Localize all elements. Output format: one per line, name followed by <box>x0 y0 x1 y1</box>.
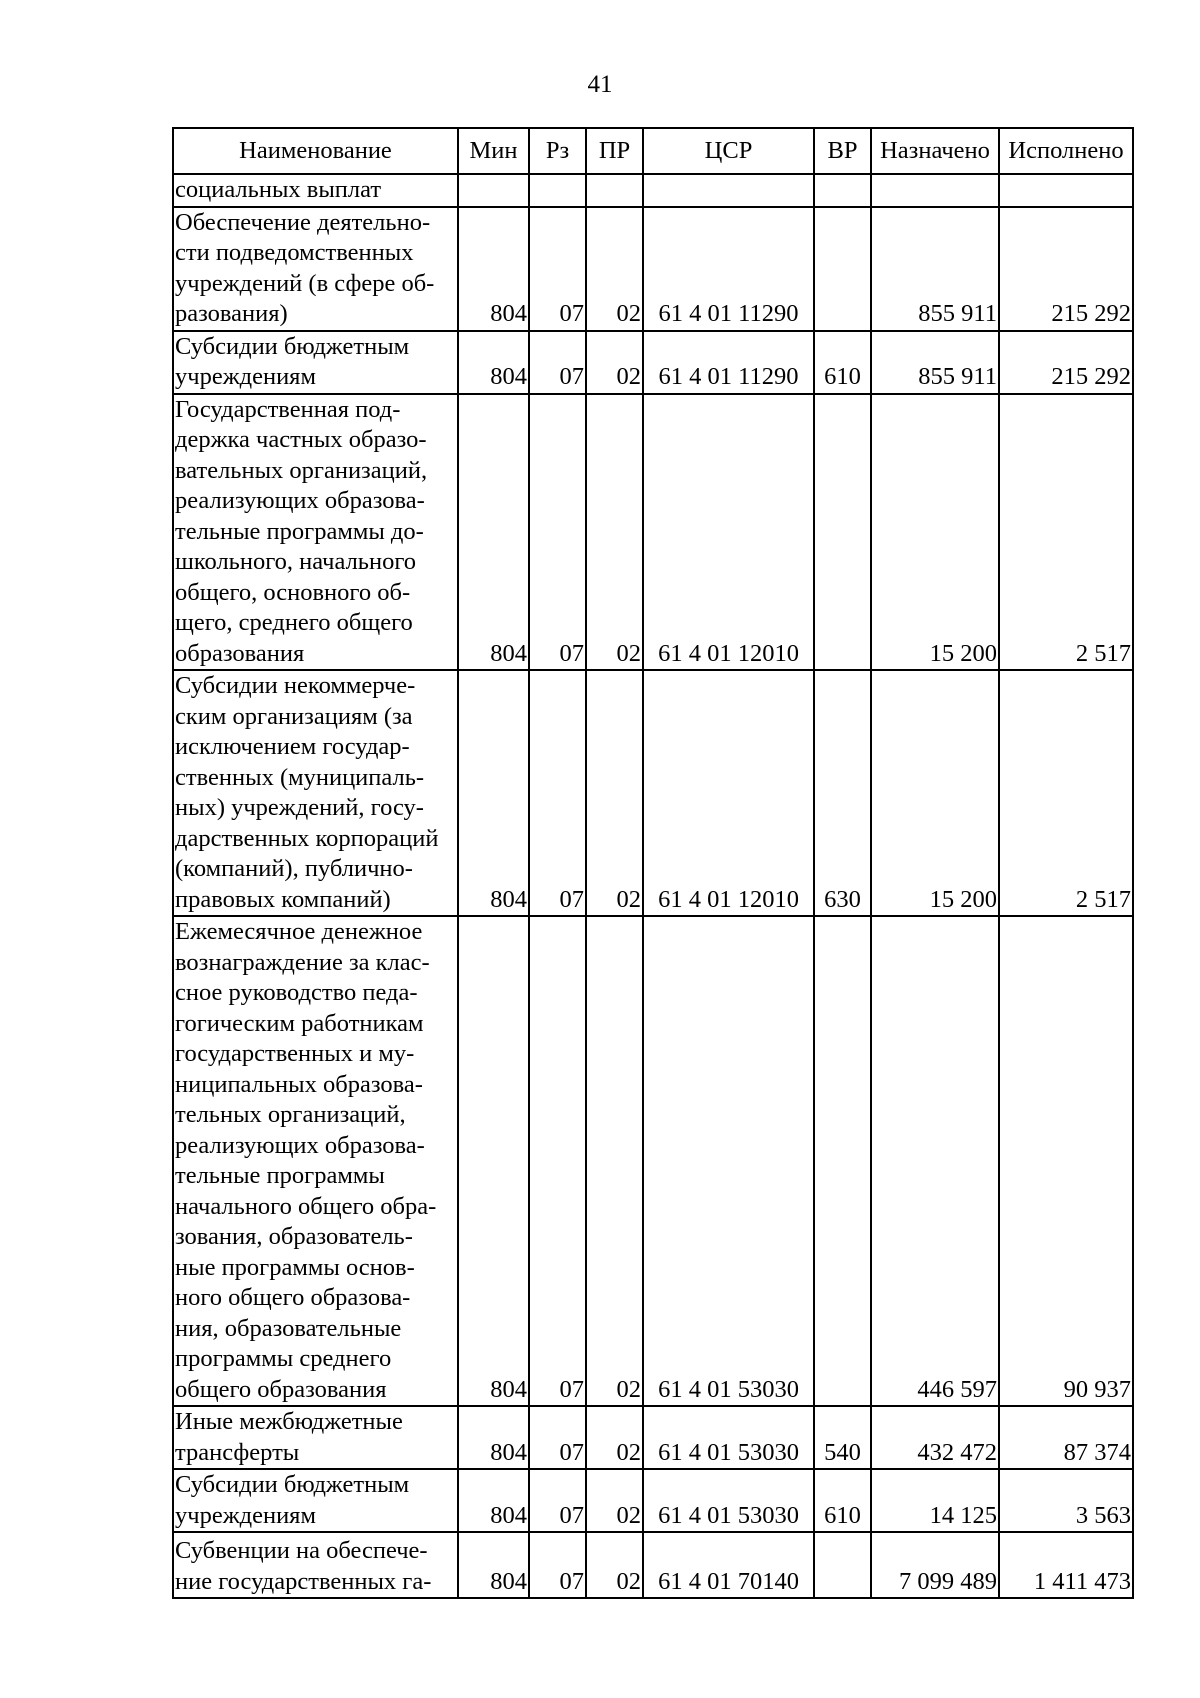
cell-min: 804 <box>458 670 529 916</box>
cell-name-line: тельные программы до- <box>175 517 424 545</box>
cell-assigned: 855 911 <box>871 331 999 394</box>
cell-name-line: реализующих образова- <box>175 1131 425 1159</box>
cell-name-line: исключением государ- <box>175 733 410 760</box>
cell-name <box>173 916 458 1406</box>
cell-assigned: 14 125 <box>871 1469 999 1532</box>
cell-vr <box>814 207 871 331</box>
cell-name-line: (компаний), публично- <box>175 855 413 882</box>
cell-name-line: ние государственных га- <box>175 1567 432 1595</box>
cell-name-line: ного общего образова- <box>175 1284 411 1311</box>
table-row <box>173 1469 1133 1532</box>
cell-name-line: образования <box>175 639 305 667</box>
cell-rz: 07 <box>529 1406 586 1469</box>
cell-name <box>173 207 458 331</box>
cell-name-line: Субвенции на обеспече- <box>175 1537 428 1564</box>
cell-rz: 07 <box>529 1469 586 1532</box>
cell-csr <box>643 174 814 207</box>
cell-name-line: правовых компаний) <box>175 885 391 913</box>
header-executed: Исполнено <box>999 128 1133 174</box>
cell-name-line: дарственных корпораций <box>175 824 439 852</box>
cell-name-line: вательных организаций, <box>175 456 428 484</box>
cell-vr: 540 <box>814 1406 871 1469</box>
cell-name-line: учреждений (в сфере об- <box>175 269 435 297</box>
cell-csr: 61 4 01 53030 <box>643 916 814 1406</box>
cell-executed: 215 292 <box>999 331 1133 394</box>
header-name: Наименование <box>173 128 458 174</box>
cell-name-line: тельных организаций, <box>175 1101 406 1128</box>
cell-rz: 07 <box>529 916 586 1406</box>
header-rz: Рз <box>529 128 586 174</box>
cell-name-line: гогическим работникам <box>175 1009 424 1037</box>
cell-name-line: ским организациям (за <box>175 702 413 730</box>
cell-name-line: разования) <box>175 300 288 327</box>
cell-name <box>173 394 458 671</box>
cell-min: 804 <box>458 1469 529 1532</box>
cell-rz: 07 <box>529 331 586 394</box>
cell-pr <box>586 174 643 207</box>
cell-name-line: общего, основного об- <box>175 578 411 606</box>
cell-rz: 07 <box>529 394 586 671</box>
cell-vr <box>814 1532 871 1598</box>
table-row <box>173 1406 1133 1469</box>
cell-vr <box>814 916 871 1406</box>
cell-name-line: Субсидии некоммерче- <box>175 672 416 699</box>
cell-pr: 02 <box>586 1469 643 1532</box>
cell-pr: 02 <box>586 1532 643 1598</box>
cell-name-line: учреждениям <box>175 1501 316 1529</box>
cell-name-line: трансферты <box>175 1438 300 1466</box>
cell-pr: 02 <box>586 394 643 671</box>
cell-name-line: государственных и му- <box>175 1040 415 1067</box>
cell-pr: 02 <box>586 1406 643 1469</box>
cell-executed <box>999 174 1133 207</box>
budget-execution-table <box>172 127 1134 1599</box>
cell-min: 804 <box>458 207 529 331</box>
cell-min: 804 <box>458 916 529 1406</box>
cell-vr: 610 <box>814 1469 871 1532</box>
cell-name-line: программы среднего <box>175 1345 392 1372</box>
cell-name-line: школьного, начального <box>175 548 417 575</box>
cell-assigned: 446 597 <box>871 916 999 1406</box>
cell-pr: 02 <box>586 916 643 1406</box>
table-row <box>173 394 1133 671</box>
cell-assigned <box>871 174 999 207</box>
cell-name-line: зования, образователь- <box>175 1223 413 1250</box>
cell-name-line: учреждениям <box>175 363 316 390</box>
cell-pr: 02 <box>586 207 643 331</box>
cell-name-line: Государственная под- <box>175 395 401 423</box>
cell-min: 804 <box>458 1532 529 1598</box>
cell-name-line: Обеспечение деятельно- <box>175 208 431 236</box>
cell-name-line: ниципальных образова- <box>175 1070 423 1098</box>
header-pr: ПР <box>586 128 643 174</box>
cell-assigned: 15 200 <box>871 670 999 916</box>
cell-min <box>458 174 529 207</box>
cell-name-line: вознаграждение за клас- <box>175 948 430 976</box>
cell-name-line: сти подведомственных <box>175 239 414 266</box>
cell-name-line: ные программы основ- <box>175 1253 415 1281</box>
header-assigned: Назначено <box>871 128 999 174</box>
cell-name-line: ния, образовательные <box>175 1314 402 1342</box>
cell-name-line: ственных (муниципаль- <box>175 763 425 791</box>
cell-name-line: Иные межбюджетные <box>175 1408 403 1435</box>
cell-name-line: Субсидии бюджетным <box>175 332 410 360</box>
cell-executed: 1 411 473 <box>999 1532 1133 1598</box>
cell-name <box>173 174 458 207</box>
cell-name-line: социальных выплат <box>175 176 382 203</box>
cell-pr: 02 <box>586 670 643 916</box>
cell-rz <box>529 174 586 207</box>
cell-name-line: реализующих образова- <box>175 487 425 514</box>
cell-rz: 07 <box>529 1532 586 1598</box>
cell-assigned: 855 911 <box>871 207 999 331</box>
cell-assigned: 15 200 <box>871 394 999 671</box>
cell-csr: 61 4 01 53030 <box>643 1469 814 1532</box>
cell-vr <box>814 174 871 207</box>
cell-name-line: ных) учреждений, госу- <box>175 794 424 821</box>
cell-executed: 90 937 <box>999 916 1133 1406</box>
cell-name <box>173 1406 458 1469</box>
table-row <box>173 1532 1133 1598</box>
cell-csr: 61 4 01 11290 <box>643 207 814 331</box>
table-row <box>173 916 1133 1406</box>
table-row <box>173 174 1133 207</box>
header-min: Мин <box>458 128 529 174</box>
cell-executed: 87 374 <box>999 1406 1133 1469</box>
cell-name-line: тельные программы <box>175 1162 385 1189</box>
cell-name-line: общего образования <box>175 1375 387 1403</box>
cell-csr: 61 4 01 53030 <box>643 1406 814 1469</box>
cell-assigned: 432 472 <box>871 1406 999 1469</box>
cell-name-line: щего, среднего общего <box>175 609 413 636</box>
cell-pr: 02 <box>586 331 643 394</box>
cell-min: 804 <box>458 1406 529 1469</box>
page-number: 41 <box>587 71 613 98</box>
cell-csr: 61 4 01 12010 <box>643 394 814 671</box>
cell-name-line: начального общего обра- <box>175 1192 437 1220</box>
cell-csr: 61 4 01 70140 <box>643 1532 814 1598</box>
header-vr: ВР <box>814 128 871 174</box>
cell-name <box>173 1469 458 1532</box>
cell-vr: 610 <box>814 331 871 394</box>
cell-csr: 61 4 01 11290 <box>643 331 814 394</box>
cell-csr: 61 4 01 12010 <box>643 670 814 916</box>
table-row <box>173 207 1133 331</box>
cell-rz: 07 <box>529 207 586 331</box>
cell-min: 804 <box>458 331 529 394</box>
table-row <box>173 670 1133 916</box>
header-csr: ЦСР <box>643 128 814 174</box>
cell-name <box>173 670 458 916</box>
cell-vr <box>814 394 871 671</box>
cell-rz: 07 <box>529 670 586 916</box>
cell-vr: 630 <box>814 670 871 916</box>
table-row <box>173 331 1133 394</box>
cell-name <box>173 331 458 394</box>
cell-name-line: сное руководство педа- <box>175 979 418 1006</box>
cell-executed: 3 563 <box>999 1469 1133 1532</box>
cell-name-line: держка частных образо- <box>175 426 427 453</box>
cell-name-line: Субсидии бюджетным <box>175 1471 410 1498</box>
cell-executed: 2 517 <box>999 394 1133 671</box>
table-body <box>173 174 1133 1598</box>
table-header-row <box>173 128 1133 174</box>
cell-min: 804 <box>458 394 529 671</box>
cell-executed: 2 517 <box>999 670 1133 916</box>
cell-assigned: 7 099 489 <box>871 1532 999 1598</box>
cell-name <box>173 1532 458 1598</box>
cell-executed: 215 292 <box>999 207 1133 331</box>
cell-name-line: Ежемесячное денежное <box>175 918 423 945</box>
